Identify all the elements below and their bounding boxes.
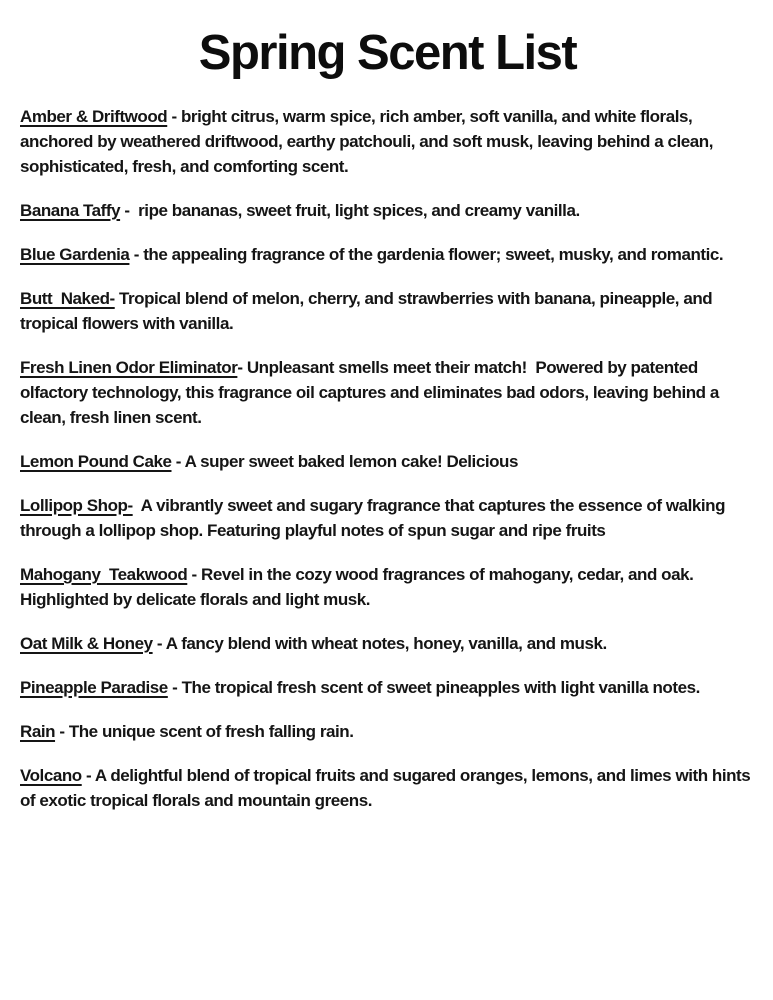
scent-description: Revel in the cozy wood fragrances of mahogany, cedar, and oak. Highlighted by delicate florals and light musk. bbox=[20, 565, 698, 609]
scent-item bbox=[20, 763, 755, 813]
scent-description: A fancy blend with wheat notes, honey, vanilla, and musk. bbox=[165, 634, 607, 653]
scent-name: Banana Taffy bbox=[20, 201, 121, 220]
scent-item bbox=[20, 719, 755, 744]
scent-item bbox=[20, 493, 755, 543]
scent-separator: - bbox=[167, 107, 181, 126]
scent-name: Pineapple Paradise bbox=[20, 678, 168, 697]
scent-name: Lemon Pound Cake bbox=[20, 452, 172, 471]
scent-description: The unique scent of fresh falling rain. bbox=[68, 722, 354, 741]
scent-name: Oat Milk & Honey bbox=[20, 634, 153, 653]
scent-separator: - bbox=[152, 634, 166, 653]
scent-name: Amber & Driftwood bbox=[20, 107, 168, 126]
scent-description: Unpleasant smells meet their match! Powered by patented olfactory technology, this fragrance oil captures and eliminates bad odors, leaving behind a clean, fresh linen scent. bbox=[20, 358, 724, 427]
scent-item bbox=[20, 198, 755, 223]
scent-name: Rain bbox=[20, 722, 56, 741]
scent-name: Blue Gardenia bbox=[20, 245, 130, 264]
scent-item bbox=[20, 286, 755, 336]
scent-item bbox=[20, 562, 755, 612]
scent-separator: - bbox=[187, 565, 202, 584]
scent-description: ripe bananas, sweet fruit, light spices, and creamy vanilla. bbox=[138, 201, 580, 220]
scent-description: Tropical blend of melon, cherry, and strawberries with banana, pineapple, and tropical flowers with vanilla. bbox=[20, 289, 717, 333]
scent-separator: - bbox=[167, 678, 182, 697]
scent-separator: - bbox=[120, 201, 139, 220]
scent-separator: - bbox=[129, 245, 144, 264]
scent-separator: - bbox=[237, 358, 247, 377]
scent-description: A delightful blend of tropical fruits and sugared oranges, lemons, and limes with hints of exotic tropical florals and mountain greens. bbox=[20, 766, 755, 810]
scent-separator: - bbox=[171, 452, 185, 471]
page-title: Spring Scent List bbox=[198, 26, 577, 80]
scent-description: A vibrantly sweet and sugary fragrance that captures the essence of walking through a lollipop shop. Featuring playful notes of spun sugar and ripe fruits bbox=[20, 496, 730, 540]
scent-separator: - bbox=[81, 766, 95, 785]
scent-description: The tropical fresh scent of sweet pineapples with light vanilla notes. bbox=[181, 678, 700, 697]
scent-description: the appealing fragrance of the gardenia flower; sweet, musky, and romantic. bbox=[143, 245, 724, 264]
scent-item bbox=[20, 449, 755, 474]
scent-item bbox=[20, 242, 755, 267]
scent-item bbox=[20, 675, 755, 700]
scent-description: bright citrus, warm spice, rich amber, soft vanilla, and white florals, anchored by weathered driftwood, earthy patchouli, and soft musk, leaving behind a clean, sophisticated, fresh, and comforting scent. bbox=[20, 107, 718, 176]
scent-name: Volcano bbox=[20, 766, 82, 785]
scent-item bbox=[20, 104, 755, 179]
scent-list bbox=[20, 104, 755, 813]
scent-separator bbox=[133, 496, 141, 515]
scent-description: A super sweet baked lemon cake! Delicious bbox=[184, 452, 518, 471]
scent-separator: - bbox=[55, 722, 69, 741]
scent-name: Mahogany Teakwood bbox=[20, 565, 188, 584]
scent-name: Butt Naked- bbox=[20, 289, 115, 308]
scent-name: Lollipop Shop- bbox=[20, 496, 133, 515]
scent-item bbox=[20, 631, 755, 656]
scent-item bbox=[20, 355, 755, 430]
scent-name: Fresh Linen Odor Eliminator bbox=[20, 358, 238, 377]
